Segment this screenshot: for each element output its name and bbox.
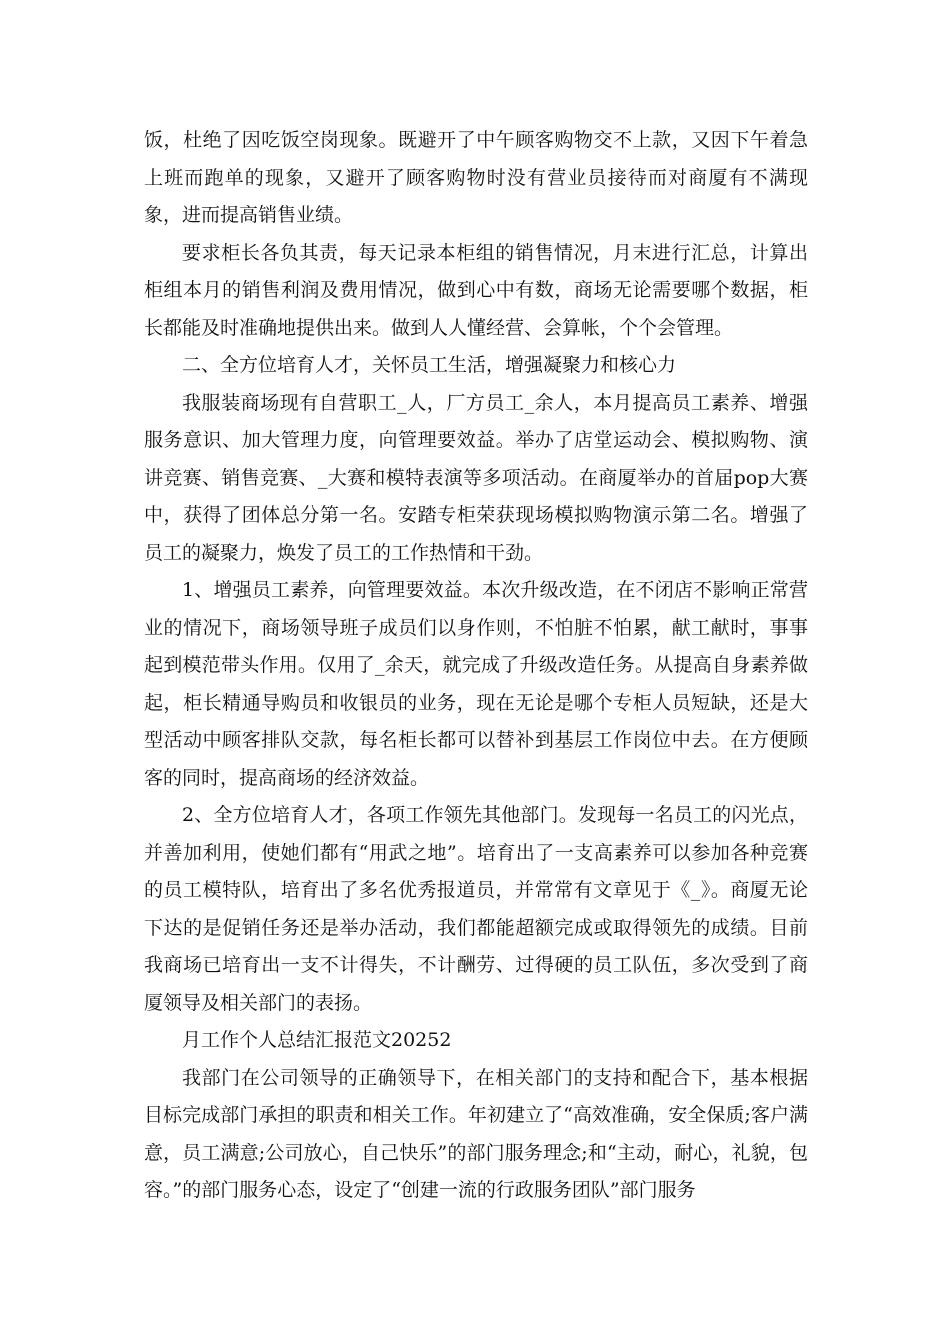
paragraph: 我部门在公司领导的正确领导下，在相关部门的支持和配合下，基本根据目标完成部门承担的职责和相关工作。年初建立了“高效准确，安全保质;客户满意，员工满意;公司放心，自己快乐”的部门服务理念;和“主动，耐心，礼貌，包容。”的部门服务心态，设定了“创建一流的行政服务团队”部门服务 <box>144 1066 808 1201</box>
paragraph: 饭，杜绝了因吃饭空岗现象。既避开了中午顾客购物交不上款，又因下午着急上班而跑单的现象，又避开了顾客购物时没有营业员接待而对商厦有不满现象，进而提高销售业绩。 <box>144 129 808 226</box>
paragraph: 1、增强员工素养，向管理要效益。本次升级改造，在不闭店不影响正常营业的情况下，商场领导班子成员们以身作则，不怕脏不怕累，献工献时，事事起到模范带头作用。仅用了_余天，就完成了升级改造任务。从提高自身素养做起，柜长精通导购员和收银员的业务，现在无论是哪个专柜人员短缺，还是大型活动中顾客排队交款，每名柜长都可以替补到基层工作岗位中去。在方便顾客的同时，提高商场的经济效益。 <box>144 579 808 789</box>
article-title: 月工作个人总结汇报范文20252 <box>182 1029 452 1051</box>
paragraph: 2、全方位培育人才，各项工作领先其他部门。发现每一名员工的闪光点，并善加利用，使她们都有“用武之地”。培育出了一支高素养可以参加各种竞赛的员工模特队，培育出了多名优秀报道员，并常常有文章见于《_》。商厦无论下达的是促销任务还是举办活动，我们都能超额完成或取得领先的成绩。目前我商场已培育出一支不计得失，不计酬劳、过得硬的员工队伍，多次受到了商厦领导及相关部门的表扬。 <box>144 804 808 1014</box>
document-body <box>144 122 808 1210</box>
paragraph: 我服装商场现有自营职工_人，厂方员工_余人，本月提高员工素养、增强服务意识、加大管理力度，向管理要效益。举办了店堂运动会、模拟购物、演讲竞赛、销售竞赛、_大赛和模特表演等多项活动。在商厦举办的首届pop大赛中，获得了团体总分第一名。安踏专柜荣获现场模拟购物演示第二名。增强了员工的凝聚力，焕发了员工的工作热情和干劲。 <box>144 391 808 564</box>
section-heading: 二、全方位培育人才，关怀员工生活，增强凝聚力和核心力 <box>182 354 677 376</box>
paragraph: 要求柜长各负其责，每天记录本柜组的销售情况，月末进行汇总，计算出柜组本月的销售利润及费用情况，做到心中有数，商场无论需要哪个数据，柜长都能及时准确地提供出来。做到人人懂经营、会算帐，个个会管理。 <box>144 241 808 339</box>
